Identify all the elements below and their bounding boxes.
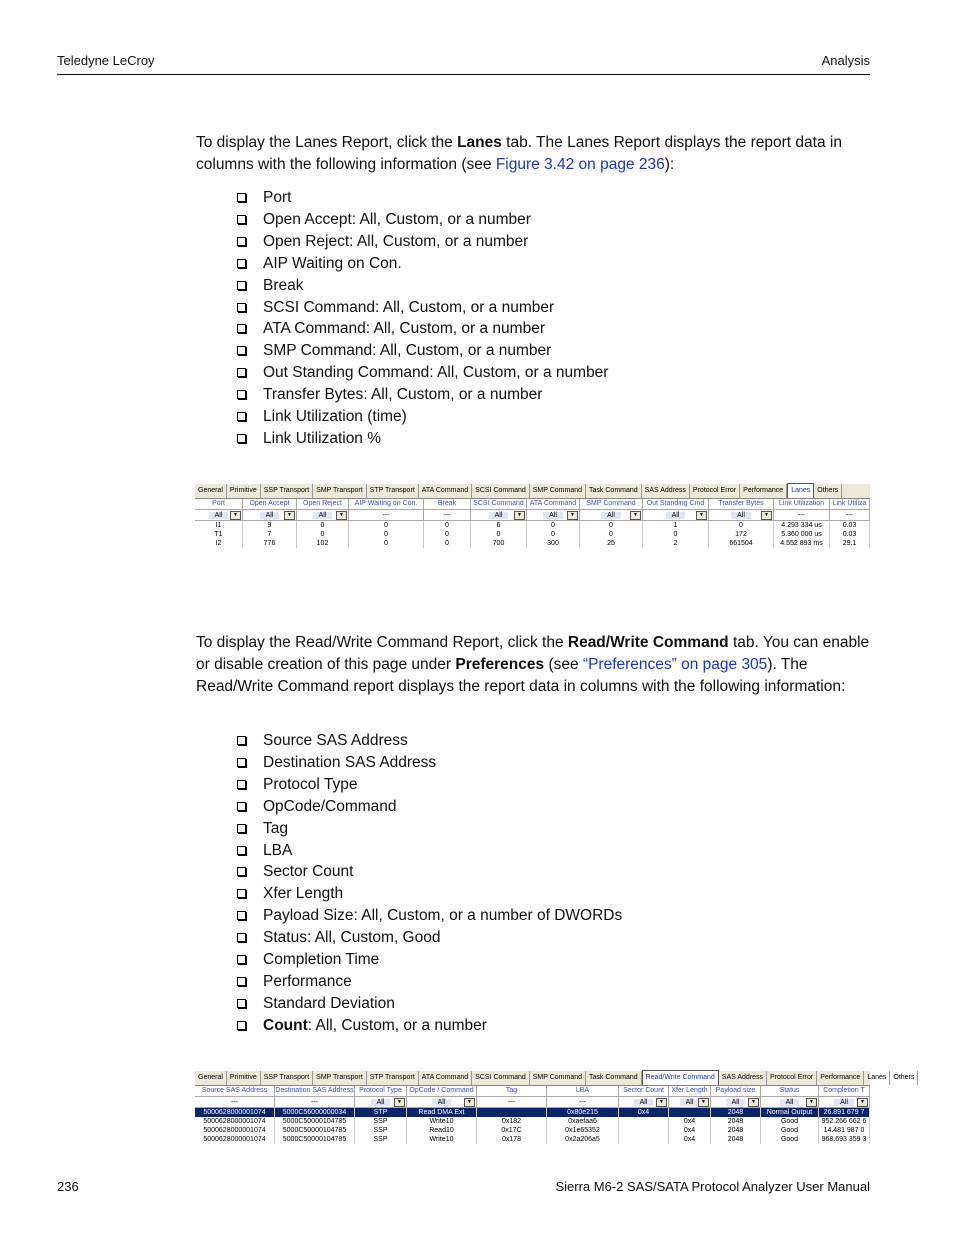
table-cell[interactable]: 0x182 <box>477 1117 547 1126</box>
column-header[interactable]: Port <box>195 499 243 510</box>
report-tab[interactable]: STP Transport <box>367 484 419 498</box>
table-cell[interactable]: 0x80e215 <box>547 1108 619 1117</box>
column-header[interactable]: Xfer Length <box>669 1086 711 1097</box>
table-cell[interactable]: 5000628000001074 <box>195 1135 275 1144</box>
table-cell[interactable]: Read10 <box>407 1126 477 1135</box>
table-cell[interactable] <box>477 1108 547 1117</box>
checkbox-bullet-icon <box>237 1021 246 1030</box>
dropdown-arrow-icon[interactable]: ▼ <box>748 1098 759 1107</box>
dropdown-arrow-icon[interactable]: ▼ <box>698 1098 709 1107</box>
column-filter[interactable]: All ▼ <box>709 510 774 521</box>
checkbox-bullet-icon <box>237 758 246 767</box>
list-item: Port <box>237 187 608 209</box>
list-item: Destination SAS Address <box>237 752 622 774</box>
report-tab[interactable]: Task Command <box>586 484 642 498</box>
checkbox-bullet-icon <box>237 346 246 355</box>
table-cell[interactable]: STP <box>355 1108 407 1117</box>
table-cell[interactable]: 0 <box>643 530 709 539</box>
report-tab[interactable]: SCSI Command <box>472 1071 530 1085</box>
table-cell[interactable]: 0 <box>527 521 580 530</box>
table-cell[interactable]: 1 <box>643 521 709 530</box>
report-tab[interactable]: SAS Address <box>642 484 690 498</box>
rw-report-screenshot <box>195 1071 915 1150</box>
table-cell[interactable]: I2 <box>195 539 243 548</box>
table-cell[interactable]: 700 <box>471 539 527 548</box>
column-filter[interactable]: All ▼ <box>297 510 349 521</box>
list-item: ATA Command: All, Custom, or a number <box>237 318 608 340</box>
column-filter[interactable]: --- <box>830 510 870 521</box>
table-cell[interactable]: SSP <box>355 1126 407 1135</box>
column-filter[interactable]: --- <box>349 510 424 521</box>
checkbox-bullet-icon <box>237 846 246 855</box>
table-cell[interactable]: 0x1e65352 <box>547 1126 619 1135</box>
lanes-tab-strip <box>195 484 870 499</box>
dropdown-arrow-icon[interactable]: ▼ <box>464 1098 475 1107</box>
list-item: Out Standing Command: All, Custom, or a number <box>237 362 608 384</box>
report-tab[interactable]: Task Command <box>586 1071 642 1085</box>
table-cell[interactable]: 14.481 987 0 <box>819 1126 870 1135</box>
list-item: LBA <box>237 840 622 862</box>
table-cell[interactable]: 0 <box>709 521 774 530</box>
table-cell[interactable]: 5000C56000000034 <box>275 1108 355 1117</box>
list-item: Count: All, Custom, or a number <box>237 1015 622 1037</box>
column-header[interactable]: Link Utilization <box>774 499 830 510</box>
column-header[interactable]: Source SAS Address <box>195 1086 275 1097</box>
column-filter[interactable]: All ▼ <box>355 1097 407 1108</box>
checkbox-bullet-icon <box>237 736 246 745</box>
table-cell[interactable]: 9 <box>243 521 297 530</box>
table-cell[interactable]: 2048 <box>711 1117 761 1126</box>
table-cell[interactable]: 952.266 662 6 <box>819 1117 870 1126</box>
table-cell[interactable]: 0 <box>424 530 471 539</box>
checkbox-bullet-icon <box>237 324 246 333</box>
report-tab[interactable]: SMP Command <box>530 1071 586 1085</box>
checkbox-bullet-icon <box>237 434 246 443</box>
table-cell[interactable]: 0 <box>580 530 643 539</box>
table-cell[interactable]: Write10 <box>407 1135 477 1144</box>
column-filter[interactable]: All ▼ <box>643 510 709 521</box>
column-filter[interactable]: --- <box>774 510 830 521</box>
table-cell[interactable]: 0 <box>424 521 471 530</box>
report-tab[interactable]: Read/Write Command <box>642 1070 719 1085</box>
checkbox-bullet-icon <box>237 215 246 224</box>
list-item: AIP Waiting on Con. <box>237 253 608 275</box>
rw-intro: To display the Read/Write Command Report, click the Read/Write Command tab. You can enable or disable creation of this page under Preferences (see “Preferences” on page 305). The Read/Write Command report displays the report data in columns with the following information: <box>196 634 870 695</box>
table-cell[interactable]: 0xaefaa6 <box>547 1117 619 1126</box>
rw-bullet-list <box>237 730 622 1037</box>
report-tab[interactable]: Protocol Error <box>767 1071 817 1085</box>
table-cell[interactable]: Good <box>761 1126 819 1135</box>
table-cell[interactable]: 0 <box>580 521 643 530</box>
table-cell[interactable]: 0x4 <box>669 1117 711 1126</box>
table-cell[interactable]: 2048 <box>711 1108 761 1117</box>
column-header[interactable]: Out Standing Cmd <box>643 499 709 510</box>
report-tab[interactable]: Primitive <box>227 1071 261 1085</box>
checkbox-bullet-icon <box>237 999 246 1008</box>
column-filter[interactable]: All ▼ <box>619 1097 669 1108</box>
report-tab[interactable]: Lanes <box>787 483 814 498</box>
table-cell[interactable]: 0x2a206a5 <box>547 1135 619 1144</box>
column-filter[interactable]: All ▼ <box>669 1097 711 1108</box>
column-filter[interactable]: All ▼ <box>761 1097 819 1108</box>
column-filter[interactable]: All ▼ <box>819 1097 870 1108</box>
column-header[interactable]: Destination SAS Address <box>275 1086 355 1097</box>
header-rule <box>57 74 870 75</box>
list-item: Sector Count <box>237 861 622 883</box>
table-cell[interactable]: 0 <box>349 539 424 548</box>
column-header[interactable]: Sector Count <box>619 1086 669 1097</box>
column-header[interactable]: OpCode / Command <box>407 1086 477 1097</box>
list-item: SMP Command: All, Custom, or a number <box>237 340 608 362</box>
column-filter[interactable]: --- <box>275 1097 355 1108</box>
column-filter[interactable]: All ▼ <box>471 510 527 521</box>
column-header[interactable]: LBA <box>547 1086 619 1097</box>
table-cell[interactable]: Read DMA Ext <box>407 1108 477 1117</box>
table-cell[interactable]: 968.693 359 3 <box>819 1135 870 1144</box>
column-header[interactable]: Link Utiliza <box>830 499 870 510</box>
table-cell[interactable]: 4.552 893 ms <box>774 539 830 548</box>
list-item: Link Utilization (time) <box>237 406 608 428</box>
report-tab[interactable]: Performance <box>817 1071 864 1085</box>
column-header[interactable]: SCSI Command <box>471 499 527 510</box>
table-cell[interactable]: T1 <box>195 530 243 539</box>
column-filter[interactable]: --- <box>424 510 471 521</box>
dropdown-arrow-icon[interactable]: ▼ <box>630 511 641 520</box>
lanes-table <box>195 499 870 548</box>
table-cell[interactable] <box>619 1135 669 1144</box>
table-cell[interactable]: 0 <box>297 530 349 539</box>
table-cell[interactable]: 776 <box>243 539 297 548</box>
checkbox-bullet-icon <box>237 867 246 876</box>
table-cell[interactable]: Good <box>761 1135 819 1144</box>
table-cell[interactable]: 26.891 679 7 <box>819 1108 870 1117</box>
report-tab[interactable]: Protocol Error <box>690 484 740 498</box>
table-cell[interactable]: 172 <box>709 530 774 539</box>
list-item: Completion Time <box>237 949 622 971</box>
table-cell[interactable]: 0x4 <box>669 1135 711 1144</box>
report-tab[interactable]: ATA Command <box>419 1071 472 1085</box>
table-cell[interactable]: 0 <box>349 521 424 530</box>
checkbox-bullet-icon <box>237 802 246 811</box>
table-cell[interactable]: 25 <box>580 539 643 548</box>
table-cell[interactable]: SSP <box>355 1135 407 1144</box>
running-header-left: Teledyne LeCroy <box>57 53 155 68</box>
rw-table <box>195 1086 870 1144</box>
report-tab[interactable]: SMP Command <box>530 484 586 498</box>
column-header[interactable]: Transfer Bytes <box>709 499 774 510</box>
figure-link[interactable]: Figure 3.42 on page 236 <box>495 155 665 173</box>
column-header[interactable]: ATA Command <box>527 499 580 510</box>
report-tab[interactable]: STP Transport <box>367 1071 419 1085</box>
table-cell[interactable]: Normal Output <box>761 1108 819 1117</box>
table-cell[interactable]: 5000C50000104785 <box>275 1117 355 1126</box>
table-cell[interactable]: 0 <box>424 539 471 548</box>
dropdown-arrow-icon[interactable]: ▼ <box>336 511 347 520</box>
list-item: Open Reject: All, Custom, or a number <box>237 231 608 253</box>
report-tab[interactable]: Others <box>814 484 842 498</box>
table-cell[interactable]: 6 <box>471 521 527 530</box>
lanes-intro: To display the Lanes Report, click the Lanes tab. The Lanes Report displays the report data in columns with the following information (see Figure 3.42 on page 236): <box>196 134 842 173</box>
table-cell[interactable]: SSP <box>355 1117 407 1126</box>
table-cell[interactable]: 7 <box>243 530 297 539</box>
table-cell[interactable]: 4.293 334 us <box>774 521 830 530</box>
report-tab[interactable]: SCSI Command <box>472 484 530 498</box>
table-cell[interactable] <box>619 1126 669 1135</box>
list-item: Tag <box>237 818 622 840</box>
report-tab[interactable]: SMP Transport <box>313 484 367 498</box>
table-cell[interactable]: 5.360 000 us <box>774 530 830 539</box>
column-header[interactable]: SMP Command <box>580 499 643 510</box>
table-cell[interactable]: 2048 <box>711 1135 761 1144</box>
table-cell[interactable]: 0x178 <box>477 1135 547 1144</box>
dropdown-arrow-icon[interactable]: ▼ <box>761 511 772 520</box>
dropdown-arrow-icon[interactable]: ▼ <box>857 1098 868 1107</box>
column-header[interactable]: Tag <box>477 1086 547 1097</box>
table-cell[interactable]: 0 <box>349 530 424 539</box>
table-cell[interactable]: 0x4 <box>619 1108 669 1117</box>
dropdown-arrow-icon[interactable]: ▼ <box>656 1098 667 1107</box>
column-filter[interactable]: All ▼ <box>407 1097 477 1108</box>
dropdown-arrow-icon[interactable]: ▼ <box>806 1098 817 1107</box>
report-tab[interactable]: General <box>195 1071 227 1085</box>
report-tab[interactable]: General <box>195 484 227 498</box>
report-tab[interactable]: SSP Transport <box>261 1071 313 1085</box>
dropdown-arrow-icon[interactable]: ▼ <box>514 511 525 520</box>
checkbox-bullet-icon <box>237 303 246 312</box>
column-filter[interactable]: All ▼ <box>243 510 297 521</box>
checkbox-bullet-icon <box>237 259 246 268</box>
report-tab[interactable]: Primitive <box>227 484 261 498</box>
checkbox-bullet-icon <box>237 193 246 202</box>
table-cell[interactable]: 0 <box>297 521 349 530</box>
report-tab[interactable]: SSP Transport <box>261 484 313 498</box>
list-item: Performance <box>237 971 622 993</box>
footer-title: Sierra M6-2 SAS/SATA Protocol Analyzer User Manual <box>555 1179 870 1194</box>
column-filter[interactable]: All ▼ <box>195 510 243 521</box>
report-tab[interactable]: Performance <box>740 484 787 498</box>
table-cell[interactable]: 0 <box>471 530 527 539</box>
table-cell[interactable]: I1 <box>195 521 243 530</box>
table-cell[interactable]: 5000C50000104785 <box>275 1126 355 1135</box>
dropdown-arrow-icon[interactable]: ▼ <box>230 511 241 520</box>
rw-tab-strip <box>195 1071 915 1086</box>
checkbox-bullet-icon <box>237 368 246 377</box>
checkbox-bullet-icon <box>237 933 246 942</box>
list-item: Xfer Length <box>237 883 622 905</box>
list-item: SCSI Command: All, Custom, or a number <box>237 297 608 319</box>
list-item: Standard Deviation <box>237 993 622 1015</box>
table-cell[interactable]: 5000628000001074 <box>195 1117 275 1126</box>
checkbox-bullet-icon <box>237 281 246 290</box>
checkbox-bullet-icon <box>237 955 246 964</box>
column-filter[interactable]: --- <box>195 1097 275 1108</box>
column-filter[interactable]: All ▼ <box>711 1097 761 1108</box>
lanes-bullet-list <box>237 187 608 450</box>
checkbox-bullet-icon <box>237 889 246 898</box>
table-cell[interactable]: 0.03 <box>830 530 870 539</box>
list-item: Source SAS Address <box>237 730 622 752</box>
table-cell[interactable]: 0x17C <box>477 1126 547 1135</box>
checkbox-bullet-icon <box>237 977 246 986</box>
list-item: Transfer Bytes: All, Custom, or a number <box>237 384 608 406</box>
running-header-right: Analysis <box>821 53 870 68</box>
page-number: 236 <box>57 1179 79 1194</box>
report-tab[interactable]: Lanes <box>864 1071 890 1085</box>
table-cell[interactable]: 102 <box>297 539 349 548</box>
column-header[interactable]: Completion T <box>819 1086 870 1097</box>
list-item: Break <box>237 275 608 297</box>
report-tab[interactable]: SAS Address <box>719 1071 767 1085</box>
checkbox-bullet-icon <box>237 237 246 246</box>
column-header[interactable]: Break <box>424 499 471 510</box>
checkbox-bullet-icon <box>237 780 246 789</box>
column-filter[interactable]: --- <box>547 1097 619 1108</box>
checkbox-bullet-icon <box>237 824 246 833</box>
list-item: Status: All, Custom, Good <box>237 927 622 949</box>
table-cell[interactable]: 300 <box>527 539 580 548</box>
table-cell[interactable]: Good <box>761 1117 819 1126</box>
column-filter[interactable]: All ▼ <box>527 510 580 521</box>
report-tab[interactable]: SMP Transport <box>313 1071 367 1085</box>
table-cell[interactable]: 5000628000001074 <box>195 1108 275 1117</box>
column-header[interactable]: Open Reject <box>297 499 349 510</box>
table-cell[interactable]: Write10 <box>407 1117 477 1126</box>
list-item: Protocol Type <box>237 774 622 796</box>
dropdown-arrow-icon[interactable]: ▼ <box>567 511 578 520</box>
table-cell[interactable]: 661504 <box>709 539 774 548</box>
report-tab[interactable]: Others <box>890 1071 918 1085</box>
dropdown-arrow-icon[interactable]: ▼ <box>394 1098 405 1107</box>
table-cell[interactable]: 0.03 <box>830 521 870 530</box>
table-cell[interactable]: 0x4 <box>669 1126 711 1135</box>
checkbox-bullet-icon <box>237 412 246 421</box>
column-header[interactable]: Status <box>761 1086 819 1097</box>
column-filter[interactable]: --- <box>477 1097 547 1108</box>
preferences-link[interactable]: “Preferences” on page 305 <box>582 655 768 673</box>
column-filter[interactable]: All ▼ <box>580 510 643 521</box>
list-item: Link Utilization % <box>237 428 608 450</box>
table-cell[interactable] <box>619 1117 669 1126</box>
report-tab[interactable]: ATA Command <box>419 484 472 498</box>
column-header[interactable]: AIP Waiting on Con. <box>349 499 424 510</box>
list-item: Payload Size: All, Custom, or a number of DWORDs <box>237 905 622 927</box>
dropdown-arrow-icon[interactable]: ▼ <box>284 511 295 520</box>
column-header[interactable]: Protocol Type <box>355 1086 407 1097</box>
table-cell[interactable]: 5000628000001074 <box>195 1126 275 1135</box>
dropdown-arrow-icon[interactable]: ▼ <box>696 511 707 520</box>
table-cell[interactable]: 0 <box>527 530 580 539</box>
column-header[interactable]: Open Accept <box>243 499 297 510</box>
table-cell[interactable]: 2 <box>643 539 709 548</box>
checkbox-bullet-icon <box>237 911 246 920</box>
table-cell[interactable]: 2048 <box>711 1126 761 1135</box>
list-item: OpCode/Command <box>237 796 622 818</box>
lanes-report-screenshot <box>195 484 870 558</box>
table-cell[interactable]: 29.1 <box>830 539 870 548</box>
table-cell[interactable] <box>669 1108 711 1117</box>
column-header[interactable]: Payload size <box>711 1086 761 1097</box>
checkbox-bullet-icon <box>237 390 246 399</box>
list-item: Open Accept: All, Custom, or a number <box>237 209 608 231</box>
table-cell[interactable]: 5000C50000104785 <box>275 1135 355 1144</box>
